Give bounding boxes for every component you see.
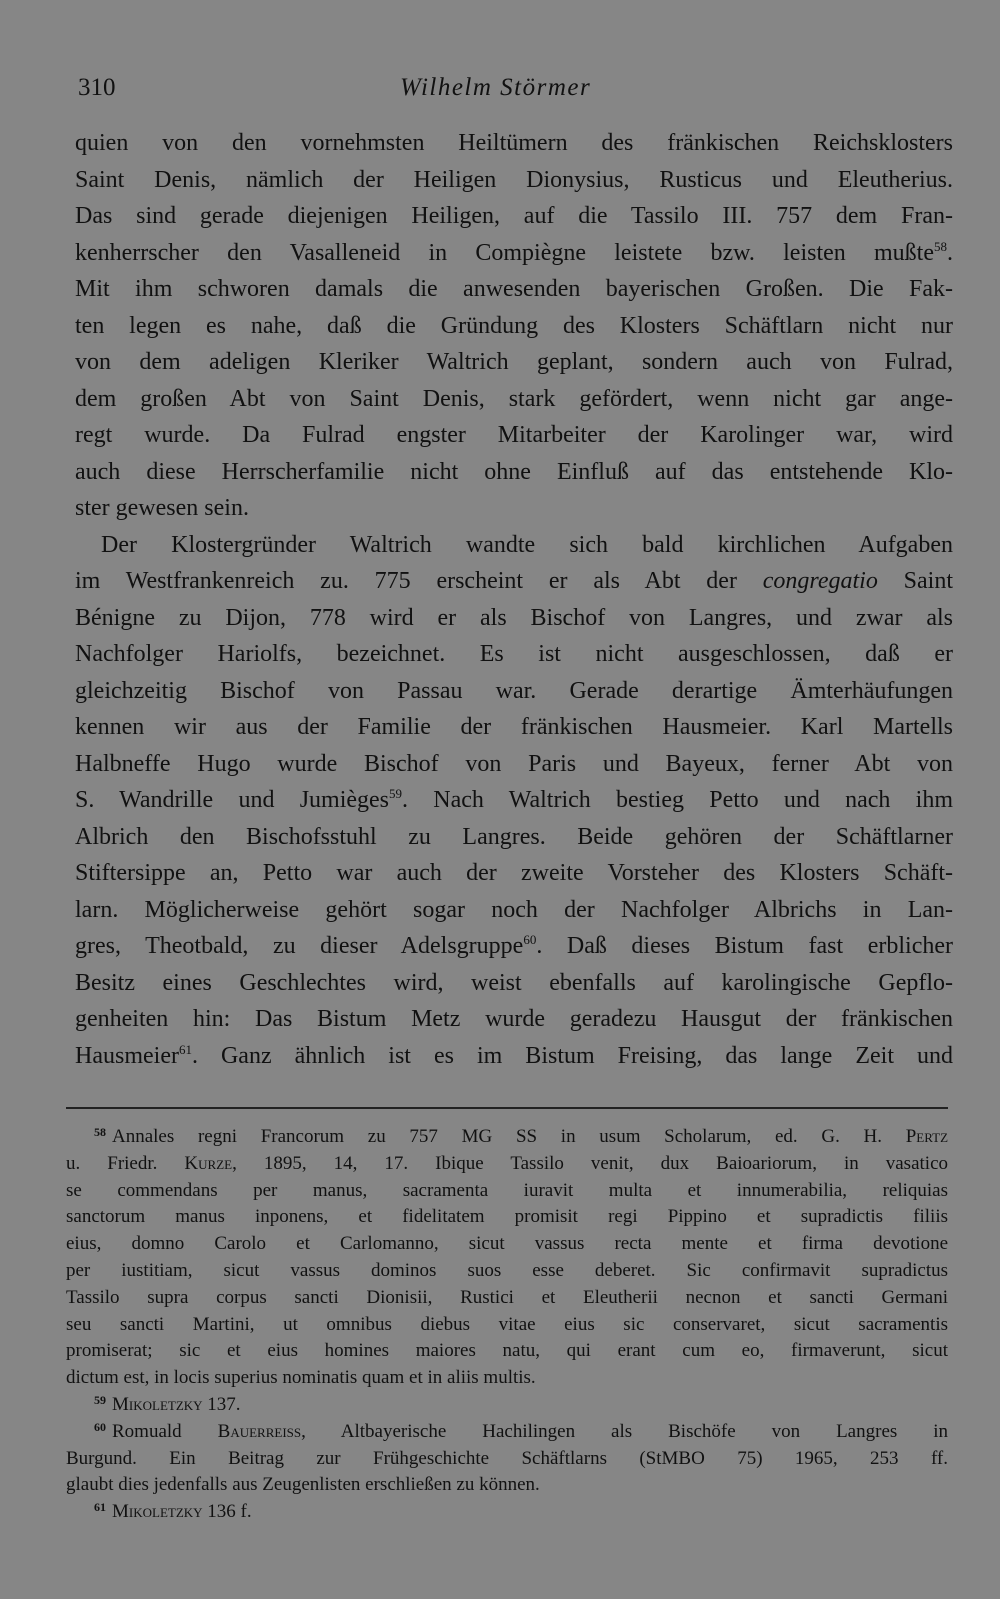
text-span: Hausmeier	[75, 1042, 179, 1069]
footnote-line: Tassilo supra corpus sancti Dionisii, Rustici et Eleutherii necnon et sancti Germani	[66, 1286, 948, 1308]
page-header	[78, 68, 953, 108]
text-span: .	[947, 239, 953, 266]
text-span: . Nach Waltrich bestieg Petto und nach ihm	[402, 787, 953, 813]
text-line	[75, 235, 953, 272]
text-line: ster gewesen sein.	[75, 495, 249, 521]
text-line: Saint Denis, nämlich der Heiligen Dionysius, Rusticus und Eleutherius.	[75, 166, 953, 193]
footnote-line: sanctorum manus inponens, et fidelitatem promisit regi Pippino et supradictis filiis	[66, 1206, 948, 1228]
text-span: , Altbayerische Hachilingen als Bischöfe von Langres in	[301, 1420, 949, 1442]
footnote-number: 61	[94, 1500, 106, 1515]
page-number: 310	[78, 74, 116, 101]
text-span: . Ganz ähnlich ist es im Bistum Freising, das lange Zeit und	[191, 1042, 953, 1069]
author-name: Kurze	[184, 1152, 233, 1174]
text-line: von dem adeligen Kleriker Waltrich geplant, sondern auch von Fulrad,	[75, 349, 953, 375]
footnote-line: eius, domno Carolo et Carlomanno, sicut vassus recta mente et firma devotione	[66, 1233, 948, 1255]
text-line: kennen wir aus der Familie der fränkischen Hausmeier. Karl Martells	[75, 714, 953, 740]
text-line: quien von den vornehmsten Heiltümern des fränkischen Reichsklosters	[75, 130, 953, 156]
footnote-line: glaubt dies jedenfalls aus Zeugenlisten erschließen zu können.	[66, 1474, 540, 1496]
text-span: Romuald	[112, 1420, 182, 1442]
text-line: Nachfolger Hariolfs, bezeichnet. Es ist nicht ausgeschlossen, daß er	[75, 641, 953, 667]
text-line: larn. Möglicherweise gehört sogar noch der Nachfolger Albrichs in Lan-	[75, 896, 953, 923]
text-line: Halbneffe Hugo wurde Bischof von Paris und Bayeux, ferner Abt von	[75, 750, 953, 777]
text-line: gleichzeitig Bischof von Passau war. Gerade derartige Ämterhäufungen	[75, 677, 953, 704]
text-line: Das sind gerade diejenigen Heiligen, auf die Tassilo III. 757 dem Fran-	[75, 203, 953, 229]
footnote-number: 59	[94, 1392, 106, 1407]
author-name: Mikoletzky	[112, 1393, 203, 1415]
footnote-number: 60	[94, 1419, 106, 1434]
text-span: 136 f.	[207, 1501, 252, 1523]
text-span: im Westfrankenreich zu. 775 erscheint er als Abt der	[75, 568, 737, 594]
text-line: ten legen es nahe, daß die Gründung des Klosters Schäftlarn nicht nur	[75, 312, 953, 339]
text-line: dem großen Abt von Saint Denis, stark gefördert, wenn nicht gar ange-	[75, 385, 953, 412]
footnote-line	[66, 1419, 948, 1446]
footnote-number: 58	[94, 1125, 106, 1139]
footnote-ref: 61	[178, 1041, 192, 1057]
text-span: Annales regni Francorum zu 757 MG SS in usum Scholarum, ed. G. H.	[112, 1126, 883, 1147]
footnote-line: seu sancti Martini, ut omnibus diebus vitae eius sic conservaret, sicut sacramentis	[66, 1313, 948, 1335]
footnote-line: dictum est, in locis superius nominatis quam et in aliis multis.	[66, 1367, 536, 1389]
footnote-divider	[66, 1107, 948, 1109]
footnotes	[66, 1124, 948, 1526]
text-line: Der Klostergründer Waltrich wandte sich bald kirchlichen Aufgaben	[101, 531, 953, 558]
text-line: Bénigne zu Dijon, 778 wird er als Bischof von Langres, und zwar als	[75, 604, 953, 631]
footnote-ref: 58	[934, 238, 947, 254]
text-span: , 1895, 14, 17. Ibique Tassilo venit, dux Baioariorum, in vasatico	[232, 1152, 949, 1174]
footnote-line	[66, 1499, 948, 1526]
text-line	[75, 782, 953, 819]
author-name: Mikoletzky	[112, 1501, 203, 1523]
italic-term: congregatio	[762, 568, 878, 594]
text-span: gres, Theotbald, zu dieser Adelsgruppe	[75, 933, 524, 959]
text-line	[75, 1038, 953, 1075]
text-span: u. Friedr.	[66, 1152, 158, 1174]
text-line: Albrich den Bischofsstuhl zu Langres. Beide gehören der Schäftlarner	[75, 823, 953, 850]
text-line: Mit ihm schworen damals die anwesenden bayerischen Großen. Die Fak-	[75, 276, 953, 302]
text-span: Saint	[903, 568, 953, 594]
footnote-line	[66, 1151, 948, 1178]
author-name: Pertz	[905, 1126, 949, 1147]
text-line: genheiten hin: Das Bistum Metz wurde geradezu Hausgut der fränkischen	[75, 1006, 953, 1032]
text-span: . Daß dieses Bistum fast erblicher	[536, 933, 953, 959]
footnote-ref: 59	[389, 786, 403, 801]
footnote-line: per iustitiam, sicut vassus dominos suos esse deberet. Sic confirmavit supradictus	[66, 1259, 948, 1281]
text-span: 137.	[207, 1393, 241, 1415]
text-line: Stiftersippe an, Petto war auch der zweite Vorsteher des Klosters Schäft-	[75, 860, 953, 886]
footnote-ref: 60	[523, 932, 537, 947]
main-text	[75, 125, 953, 1074]
text-span: kenherrscher den Vasalleneid in Compiègne leistete bzw. leisten mußte	[75, 239, 934, 266]
running-title: Wilhelm Störmer	[400, 74, 592, 101]
footnote-line	[66, 1124, 948, 1151]
text-line: auch diese Herrscherfamilie nicht ohne Einfluß auf das entstehende Klo-	[75, 458, 953, 485]
text-span: S. Wandrille und Jumièges	[75, 787, 390, 813]
author-name: Bauerreiss	[217, 1420, 302, 1442]
footnote-line: promiserat; sic et eius homines maiores natu, qui erant cum eo, firmaverunt, sicut	[66, 1340, 948, 1362]
text-line	[75, 928, 953, 965]
text-line	[75, 563, 953, 600]
footnote-line: se commendans per manus, sacramenta iuravit multa et innumerabilia, reliquias	[66, 1179, 948, 1201]
footnote-line: Burgund. Ein Beitrag zur Frühgeschichte Schäftlarns (StMBO 75) 1965, 253 ff.	[66, 1447, 948, 1469]
footnote-line	[66, 1392, 948, 1419]
text-line: regt wurde. Da Fulrad engster Mitarbeiter der Karolinger war, wird	[75, 422, 953, 448]
text-line: Besitz eines Geschlechtes wird, weist ebenfalls auf karolingische Gepflo-	[75, 969, 953, 996]
